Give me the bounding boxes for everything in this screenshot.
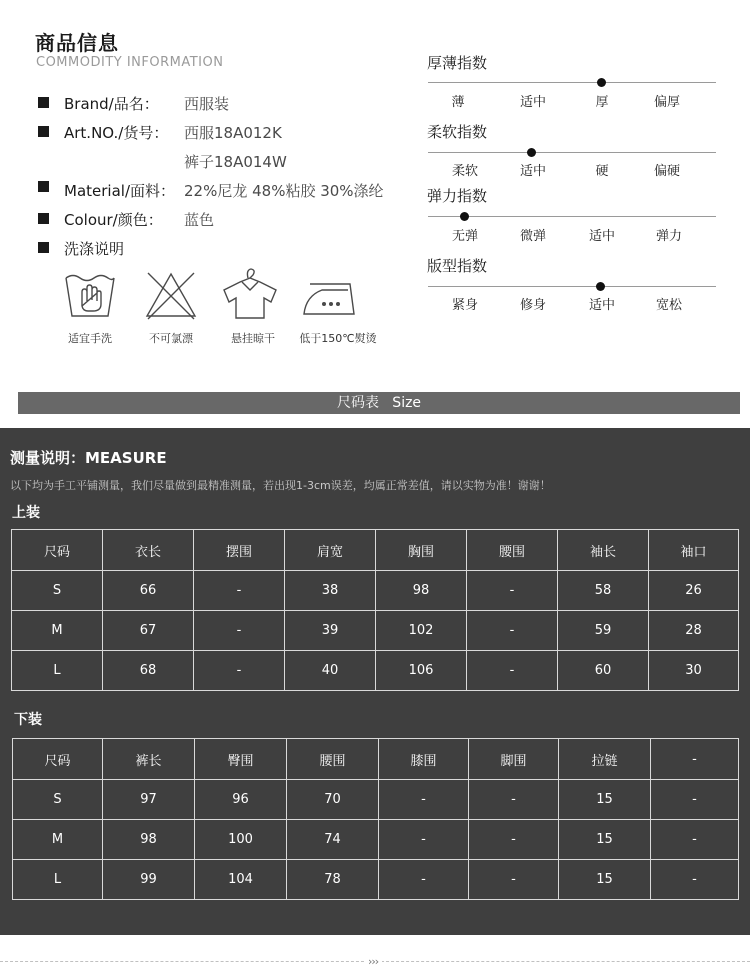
table-cell: 74 xyxy=(287,820,379,860)
table-header-cell: - xyxy=(651,739,739,780)
fit-index-marker xyxy=(596,282,605,291)
table-header-cell: 腰围 xyxy=(467,530,558,571)
colour-value: 蓝色 xyxy=(184,211,215,229)
table-header-cell: 袖口 xyxy=(649,530,739,571)
table-cell: - xyxy=(379,820,469,860)
table-cell: 104 xyxy=(195,860,287,900)
tops-size-table xyxy=(11,529,739,691)
table-cell: 100 xyxy=(195,820,287,860)
art-no-value-2: 裤子18A014W xyxy=(184,153,287,171)
tops-label: 上装 xyxy=(12,505,40,521)
table-cell: S xyxy=(12,571,103,611)
softness-option: 柔软 xyxy=(451,164,478,179)
care-label-hang-dry: 悬挂晾干 xyxy=(231,332,275,345)
care-instructions-label: 洗涤说明 xyxy=(64,240,125,258)
table-cell: 26 xyxy=(649,571,739,611)
table-cell: 98 xyxy=(376,571,467,611)
material-label: Material/面料： xyxy=(64,182,175,200)
thickness-index-title: 厚薄指数 xyxy=(427,54,488,72)
table-row xyxy=(12,611,739,651)
table-row xyxy=(13,820,739,860)
table-cell: 106 xyxy=(376,651,467,691)
elasticity-option: 无弹 xyxy=(451,229,478,244)
elasticity-option: 适中 xyxy=(588,229,615,244)
art-no-label: Art.NO./货号： xyxy=(64,124,169,142)
table-cell: 97 xyxy=(103,780,195,820)
softness-index-title: 柔软指数 xyxy=(427,123,488,141)
measure-title: 测量说明：MEASURE xyxy=(10,449,167,467)
chevron-right-icon: ››› xyxy=(364,955,382,968)
table-cell: 70 xyxy=(287,780,379,820)
elasticity-option: 弹力 xyxy=(655,229,682,244)
table-header-cell: 腰围 xyxy=(287,739,379,780)
art-no-value: 西服18A012K xyxy=(184,124,282,142)
table-row xyxy=(12,571,739,611)
no-bleach-icon xyxy=(143,268,199,322)
thickness-option: 薄 xyxy=(451,95,465,110)
table-cell: - xyxy=(194,611,285,651)
table-cell: - xyxy=(467,571,558,611)
table-cell: 15 xyxy=(559,820,651,860)
fit-option: 修身 xyxy=(519,298,546,313)
bullet-icon xyxy=(38,126,49,137)
table-cell: - xyxy=(651,820,739,860)
iron-icon xyxy=(300,274,360,320)
thickness-option: 厚 xyxy=(595,95,609,110)
table-cell: 96 xyxy=(195,780,287,820)
table-cell: 99 xyxy=(103,860,195,900)
table-cell: 30 xyxy=(649,651,739,691)
fit-option: 宽松 xyxy=(655,298,682,313)
care-label-iron: 低于150℃熨烫 xyxy=(299,332,377,345)
fit-option: 紧身 xyxy=(451,298,478,313)
table-cell: 38 xyxy=(285,571,376,611)
table-cell: 59 xyxy=(558,611,649,651)
thickness-index-line xyxy=(428,82,716,83)
table-header-cell: 尺码 xyxy=(13,739,103,780)
table-header-row xyxy=(12,530,739,571)
table-header-cell: 摆围 xyxy=(194,530,285,571)
table-cell: S xyxy=(13,780,103,820)
material-value: 22%尼龙 48%粘胶 30%涤纶 xyxy=(184,182,384,200)
bottoms-label: 下装 xyxy=(14,712,42,728)
fit-index-title: 版型指数 xyxy=(427,257,488,275)
table-cell: - xyxy=(194,651,285,691)
table-cell: - xyxy=(651,780,739,820)
table-cell: 102 xyxy=(376,611,467,651)
table-row xyxy=(13,780,739,820)
table-cell: L xyxy=(13,860,103,900)
softness-index-line xyxy=(428,152,716,153)
fit-option: 适中 xyxy=(588,298,615,313)
section-subtitle: COMMODITY INFORMATION xyxy=(36,55,224,70)
elasticity-index-title: 弹力指数 xyxy=(427,187,488,205)
table-cell: - xyxy=(651,860,739,900)
table-cell: 78 xyxy=(287,860,379,900)
table-header-cell: 胸围 xyxy=(376,530,467,571)
table-cell: 40 xyxy=(285,651,376,691)
table-header-cell: 尺码 xyxy=(12,530,103,571)
softness-index-marker xyxy=(527,148,536,157)
table-cell: 98 xyxy=(103,820,195,860)
bullet-icon xyxy=(38,213,49,224)
thickness-option: 适中 xyxy=(519,95,546,110)
table-cell: 58 xyxy=(558,571,649,611)
care-label-hand-wash: 适宜手洗 xyxy=(68,332,112,345)
table-cell: - xyxy=(469,820,559,860)
table-cell: - xyxy=(467,651,558,691)
bullet-icon xyxy=(38,97,49,108)
table-header-cell: 脚围 xyxy=(469,739,559,780)
table-cell: 60 xyxy=(558,651,649,691)
elasticity-index-line xyxy=(428,216,716,217)
hang-dry-icon xyxy=(220,264,280,322)
bottoms-size-table xyxy=(12,738,739,900)
table-cell: 67 xyxy=(103,611,194,651)
table-cell: M xyxy=(13,820,103,860)
thickness-index-marker xyxy=(597,78,606,87)
table-cell: - xyxy=(467,611,558,651)
table-header-cell: 裤长 xyxy=(103,739,195,780)
table-cell: - xyxy=(379,860,469,900)
table-cell: - xyxy=(469,780,559,820)
table-cell: L xyxy=(12,651,103,691)
table-header-cell: 臀围 xyxy=(195,739,287,780)
table-header-cell: 衣长 xyxy=(103,530,194,571)
table-header-cell: 膝围 xyxy=(379,739,469,780)
table-header-row xyxy=(13,739,739,780)
size-chart-bar: 尺码表 Size xyxy=(18,392,740,414)
table-cell: - xyxy=(379,780,469,820)
softness-option: 适中 xyxy=(519,164,546,179)
fit-index-line xyxy=(428,286,716,287)
table-cell: 39 xyxy=(285,611,376,651)
brand-label: Brand/品名： xyxy=(64,95,159,113)
table-cell: 15 xyxy=(559,780,651,820)
softness-option: 硬 xyxy=(595,164,609,179)
hand-wash-icon xyxy=(62,270,118,322)
table-cell: M xyxy=(12,611,103,651)
colour-label: Colour/颜色： xyxy=(64,211,163,229)
table-cell: - xyxy=(194,571,285,611)
table-row xyxy=(12,651,739,691)
table-header-cell: 肩宽 xyxy=(285,530,376,571)
measure-note: 以下均为手工平铺测量，我们尽量做到最精准测量，若出现1-3cm误差，均属正常差值，请以实物为准！谢谢！ xyxy=(10,479,551,492)
elasticity-index-marker xyxy=(460,212,469,221)
table-cell: 66 xyxy=(103,571,194,611)
bullet-icon xyxy=(38,181,49,192)
table-cell: 68 xyxy=(103,651,194,691)
care-label-no-bleach: 不可氯漂 xyxy=(149,332,193,345)
table-header-cell: 袖长 xyxy=(558,530,649,571)
table-header-cell: 拉链 xyxy=(559,739,651,780)
section-title: 商品信息 xyxy=(35,31,119,55)
table-cell: - xyxy=(469,860,559,900)
brand-value: 西服装 xyxy=(184,95,230,113)
thickness-option: 偏厚 xyxy=(653,95,680,110)
table-cell: 28 xyxy=(649,611,739,651)
softness-option: 偏硬 xyxy=(653,164,680,179)
bullet-icon xyxy=(38,242,49,253)
table-row xyxy=(13,860,739,900)
table-cell: 15 xyxy=(559,860,651,900)
elasticity-option: 微弹 xyxy=(519,229,546,244)
